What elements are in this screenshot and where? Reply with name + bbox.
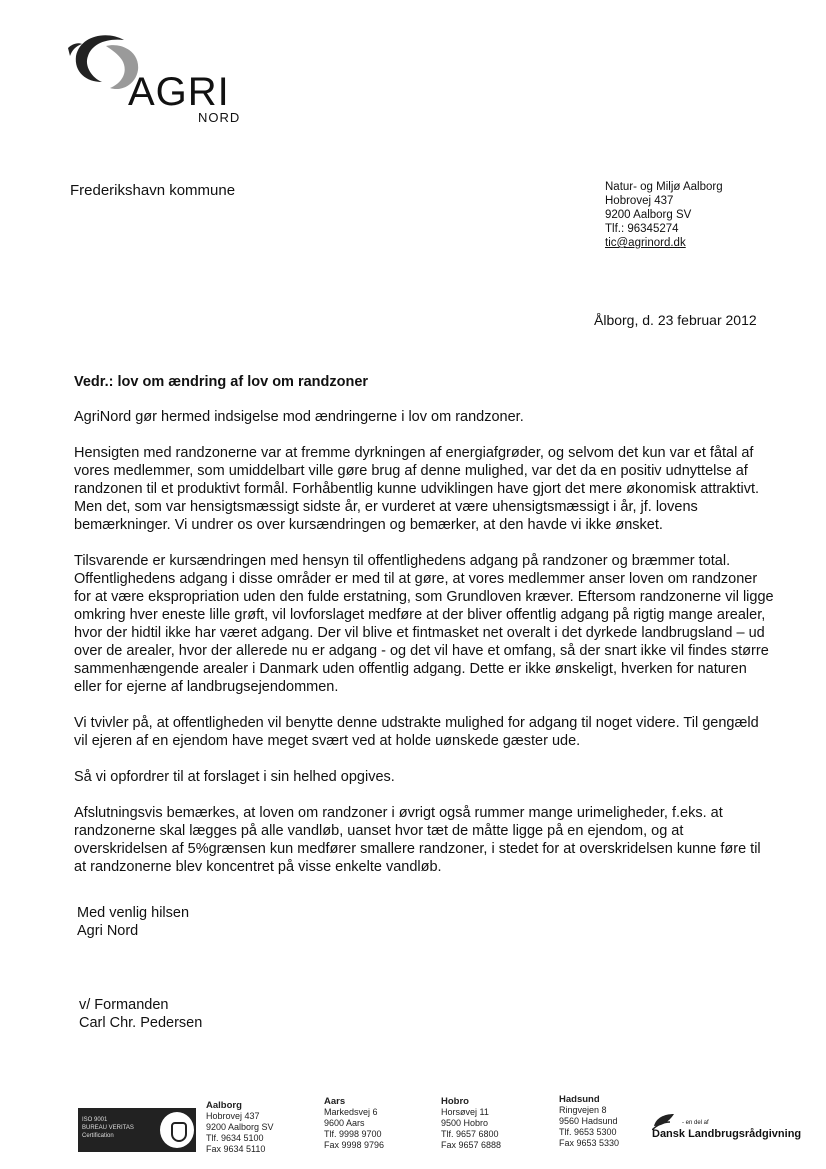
office-street: Ringvejen 8 — [559, 1105, 607, 1115]
office-street: Markedsvej 6 — [324, 1107, 378, 1117]
office-fax: Fax 9657 6888 — [441, 1140, 502, 1150]
agri-nord-logo — [66, 26, 256, 130]
logo-sub: NORD — [198, 110, 241, 125]
sender-address — [605, 180, 723, 250]
office-city: 9500 Hobro — [441, 1118, 489, 1128]
office-hadsund — [559, 1094, 619, 1149]
office-fax: Fax 9998 9796 — [324, 1140, 385, 1150]
office-fax: Fax 9634 5110 — [206, 1144, 266, 1154]
signature-title: v/ Formanden — [79, 997, 169, 1013]
sender-email-link[interactable]: tic@agrinord.dk — [605, 237, 686, 249]
signature — [79, 996, 202, 1032]
paragraph: AgriNord gør hermed indsigelse mod ændringerne i lov om randzoner. — [74, 409, 524, 425]
closing — [77, 904, 189, 940]
sender-line: Natur- og Miljø Aalborg — [605, 181, 723, 193]
office-aalborg — [206, 1100, 274, 1155]
office-phone: Tlf. 9634 5100 — [206, 1133, 264, 1143]
sender-line: Tlf.: 96345274 — [605, 223, 679, 235]
office-name: Hadsund — [559, 1094, 600, 1105]
office-city: 9200 Aalborg SV — [206, 1122, 274, 1132]
paragraph: Hensigten med randzonerne var at fremme dyrkningen af energiafgrøder, og selvom det kun var et fåtal af vores medlemmer, som umiddelbart ville gøre brug af denne mulighed, var det da en positiv udnyttelse af randzonen til et produktivt formål. Forhåbentlig kunne udviklingen have gjort det mere økonomisk attraktivt. Men det, som var hensigtsmæssigt sidste år, er vurderet at være uhensigtsmæssigt i år, jf. lovens bemærkninger. Vi undrer os over kursændringen og bemærker, at den havde vi ikke ønsket. — [74, 445, 760, 533]
letter-body — [74, 408, 774, 894]
signature-name: Carl Chr. Pedersen — [79, 1015, 203, 1031]
paragraph: Vi tvivler på, at offentligheden vil benytte denne udstrakte mulighed for adgang til noget videre. Til gengæld vil ejeren af en ejendom have meget svært ved at holde uønskede gæster ude. — [74, 715, 759, 749]
office-name: Aalborg — [206, 1100, 242, 1111]
office-street: Hobrovej 437 — [206, 1111, 260, 1121]
office-hobro — [441, 1096, 501, 1151]
cert-line: ISO 9001 — [82, 1117, 108, 1123]
office-city: 9560 Hadsund — [559, 1116, 618, 1126]
paragraph: Tilsvarende er kursændringen med hensyn til offentlighedens adgang på randzoner og bræmmer total. Offentlighedens adgang i disse områder er med til at gøre, at vores medlemmer anser loven om randzoner for at være ekspropriation uden den fulde erstatning, som Grundloven kræver. Eftersom randzonerne vil ligge omkring hver eneste lille grøft, vil lovforslaget medføre at der bliver offentlig adgang på rigtig mange arealer, hvor der hidtil ikke har været adgang. Der vil blive et fintmasket net overalt i det dyrkede landbrugsland – ud over de arealer, hvor der allerede nu er adgang - og det vil have et omfang, så der snart ikke vil findes større sammenhængende arealer i Danmark uden offentlig adgang. Dette er ikke ønskeligt, hverken for naturen eller for ejerne af landbrugsejendommen. — [74, 553, 774, 695]
certification-badge — [78, 1108, 196, 1152]
letter-subject: Vedr.: lov om ændring af lov om randzoner — [74, 374, 369, 390]
paragraph: Så vi opfordrer til at forslaget i sin helhed opgives. — [74, 769, 395, 785]
office-phone: Tlf. 9657 6800 — [441, 1129, 499, 1139]
letter-date: Ålborg, d. 23 februar 2012 — [594, 312, 757, 328]
recipient: Frederikshavn kommune — [70, 182, 236, 199]
cert-line: BUREAU VERITAS — [82, 1125, 134, 1131]
sender-line: Hobrovej 437 — [605, 195, 674, 207]
letter-footer — [0, 1090, 826, 1169]
office-aars — [324, 1096, 384, 1151]
partner-prefix: - en del af — [682, 1120, 709, 1126]
office-street: Horsøvej 11 — [441, 1107, 489, 1117]
office-fax: Fax 9653 5330 — [559, 1138, 620, 1148]
office-phone: Tlf. 9653 5300 — [559, 1127, 617, 1137]
cert-text — [82, 1116, 134, 1140]
bureau-veritas-seal-icon — [158, 1110, 196, 1150]
paragraph: Afslutningsvis bemærkes, at loven om randzoner i øvrigt også rummer mange urimeligheder, f.eks. at randzonerne skal lægges på alle vandløb, uanset hvor tæt de måtte ligge på en ejendom, og at overskridelsen af 5%grænsen kun medfører smallere randzoner, i stedet for at overskridelsen kunne føre til at randzonerne blev koncentret på visse enkelte vandløb. — [74, 805, 761, 875]
closing-org: Agri Nord — [77, 923, 139, 939]
office-city: 9600 Aars — [324, 1118, 365, 1128]
office-name: Aars — [324, 1096, 346, 1107]
closing-greeting: Med venlig hilsen — [77, 905, 190, 921]
partner-name: Dansk Landbrugsrådgivning — [652, 1128, 802, 1140]
cert-line: Certification — [82, 1133, 114, 1139]
logo-name: AGRI — [128, 70, 230, 114]
office-phone: Tlf. 9998 9700 — [324, 1129, 382, 1139]
sender-line: 9200 Aalborg SV — [605, 209, 692, 221]
office-name: Hobro — [441, 1096, 469, 1107]
